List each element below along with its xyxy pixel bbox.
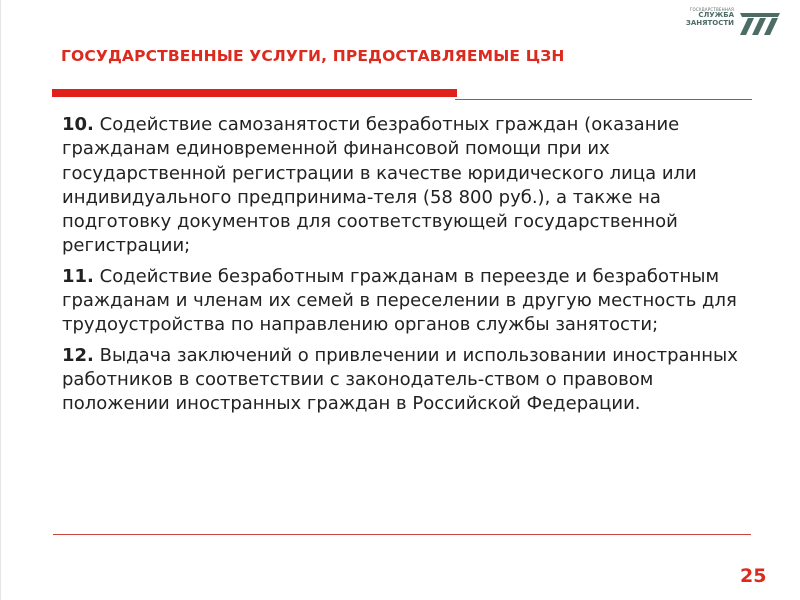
- service-item-12: [62, 344, 744, 417]
- header-divider-thick: [52, 89, 457, 97]
- logo-text-line2: СЛУЖБА: [698, 11, 734, 20]
- service-item-10: [62, 113, 744, 259]
- service-number: 10.: [62, 114, 94, 135]
- logo-text-line3: ЗАНЯТОСТИ: [685, 18, 734, 27]
- service-text: Выдача заключений о привлечении и использовании иностранных работников в соответствии с законодатель-ством о правовом положении иностранных граждан в Российской Федерации.: [62, 344, 738, 415]
- service-text: Содействие безработным гражданам в переезде и безработным гражданам и членам их семей в переселении в другую местность для трудоустройства по направлению органов службы занятости;: [62, 265, 737, 336]
- footer-divider: [53, 534, 751, 535]
- page-title: ГОСУДАРСТВЕННЫЕ УСЛУГИ, ПРЕДОСТАВЛЯЕМЫЕ ЦЗН: [61, 47, 565, 65]
- service-number: 12.: [62, 344, 94, 366]
- header-divider-thin: [455, 99, 752, 100]
- services-list: [62, 113, 744, 423]
- logo-text-line1: ГОСУДАРСТВЕННАЯ: [689, 7, 734, 12]
- service-number: 11.: [62, 265, 94, 287]
- logo: [668, 8, 784, 40]
- page-number: 25: [740, 565, 767, 587]
- logo-text: [668, 8, 734, 27]
- slide-left-edge: [0, 0, 1, 600]
- service-text: Содействие самозанятости безработных граждан (оказание гражданам единовременной финансовой помощи при их государственной регистрации в качестве юридического лица или индивидуального предпринима-теля (58 800 руб.), а также на подготовку документов для соответствующей государственной регистрации;: [62, 114, 697, 257]
- zanyatost-logo-icon: [738, 10, 782, 38]
- service-item-11: [62, 265, 744, 338]
